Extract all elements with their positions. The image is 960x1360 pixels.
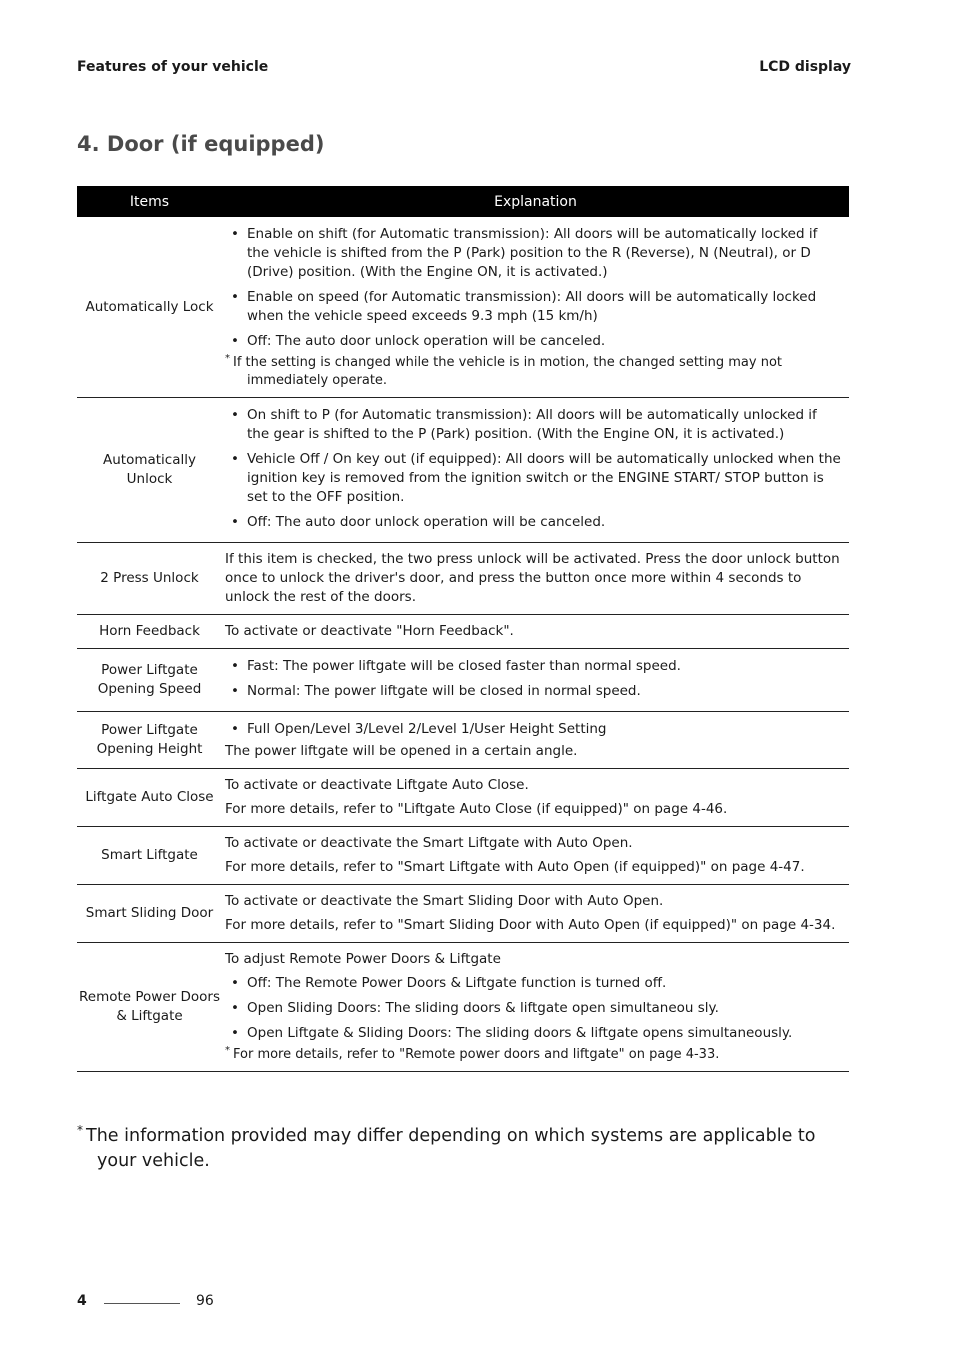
explanation-text: If this item is checked, the two press unlock will be activated. Press the door unlock button once to unlock the driver's door, and press the button once more within 4 seconds to unlock the rest of the doors.: [225, 551, 840, 605]
bullet-list: [225, 720, 843, 739]
item-automatically-lock: Automatically Lock: [77, 217, 222, 398]
list-item: • Normal: The power liftgate will be closed in normal speed.: [225, 682, 843, 701]
explanation-cell: [222, 769, 849, 827]
door-settings-table: [77, 186, 849, 1072]
running-header-topic: LCD display: [759, 59, 851, 75]
explanation-text: To activate or deactivate the Smart Liftgate with Auto Open.: [225, 835, 633, 851]
list-item: • Vehicle Off / On key out (if equipped): All doors will be automatically unlocked when the ignition key is removed from the ignition switch or the ENGINE START/ STOP button is set to the OFF position.: [225, 450, 843, 507]
table-row: [77, 943, 849, 1072]
asterisk-mark: *: [225, 1044, 230, 1056]
table-row: [77, 712, 849, 769]
table-row: [77, 649, 849, 712]
list-item: • Full Open/Level 3/Level 2/Level 1/User Height Setting: [225, 720, 843, 739]
table-row: [77, 827, 849, 885]
explanation-text: To activate or deactivate Liftgate Auto Close.: [225, 777, 529, 793]
item-horn-feedback: Horn Feedback: [77, 615, 222, 649]
running-header-chapter: Features of your vehicle: [77, 59, 269, 75]
list-item: • Open Liftgate & Sliding Doors: The sliding doors & liftgate opens simultaneously.: [225, 1024, 843, 1043]
column-header-explanation: Explanation: [222, 186, 849, 217]
page-number: 96: [196, 1293, 214, 1309]
item-power-liftgate-opening-height: Power Liftgate Opening Height: [77, 712, 222, 769]
footnote-text: The information provided may differ depending on which systems are applicable to your vehicle.: [86, 1126, 816, 1171]
table-note: [225, 354, 843, 390]
explanation-text: To activate or deactivate "Horn Feedback".: [225, 623, 514, 639]
explanation-cell: [222, 885, 849, 943]
explanation-cell: [222, 543, 849, 615]
bullet-list: [225, 225, 843, 351]
list-item: • Off: The auto door unlock operation will be canceled.: [225, 513, 843, 532]
item-smart-liftgate: Smart Liftgate: [77, 827, 222, 885]
list-item: • Enable on shift (for Automatic transmission): All doors will be automatically locked if the vehicle is shifted from the P (Park) position to the R (Reverse), N (Neutral), or D (Drive) position. (With the Engine ON, it is activated.): [225, 225, 843, 282]
explanation-cell: [222, 398, 849, 543]
table-row: [77, 398, 849, 543]
explanation-cell: [222, 943, 849, 1072]
list-item: • Off: The Remote Power Doors & Liftgate function is turned off.: [225, 974, 843, 993]
explanation-reference: For more details, refer to "Liftgate Auto Close (if equipped)" on page 4-46.: [225, 801, 728, 817]
explanation-cell: [222, 615, 849, 649]
explanation-text: The power liftgate will be opened in a certain angle.: [225, 743, 578, 759]
item-power-liftgate-opening-speed: Power Liftgate Opening Speed: [77, 649, 222, 712]
explanation-text: To activate or deactivate the Smart Sliding Door with Auto Open.: [225, 893, 664, 909]
explanation-reference: For more details, refer to "Smart Liftgate with Auto Open (if equipped)" on page 4-47.: [225, 859, 805, 875]
explanation-cell: [222, 649, 849, 712]
explanation-cell: [222, 712, 849, 769]
item-automatically-unlock: Automatically Unlock: [77, 398, 222, 543]
explanation-text: To adjust Remote Power Doors & Liftgate: [225, 951, 501, 967]
bullet-list: [225, 974, 843, 1043]
note-text: If the setting is changed while the vehicle is in motion, the changed setting may not immediately operate.: [233, 355, 783, 388]
item-remote-power-doors-liftgate: Remote Power Doors & Liftgate: [77, 943, 222, 1072]
list-item: • Off: The auto door unlock operation will be canceled.: [225, 332, 843, 351]
list-item: • Fast: The power liftgate will be closed faster than normal speed.: [225, 657, 843, 676]
list-item: • On shift to P (for Automatic transmission): All doors will be automatically unlocked if the gear is shifted to the P (Park) position. (With the Engine ON, it is activated.): [225, 406, 843, 444]
table-row: [77, 885, 849, 943]
item-smart-sliding-door: Smart Sliding Door: [77, 885, 222, 943]
table-header-row: [77, 186, 849, 217]
asterisk-mark: *: [225, 352, 230, 364]
item-liftgate-auto-close: Liftgate Auto Close: [77, 769, 222, 827]
table-row: [77, 543, 849, 615]
note-text: For more details, refer to "Remote power doors and liftgate" on page 4-33.: [233, 1047, 720, 1062]
item-2-press-unlock: 2 Press Unlock: [77, 543, 222, 615]
column-header-items: Items: [77, 186, 222, 217]
table-row: [77, 615, 849, 649]
explanation-cell: [222, 217, 849, 398]
list-item: • Enable on speed (for Automatic transmission): All doors will be automatically locked when the vehicle speed exceeds 9.3 mph (15 km/h): [225, 288, 843, 326]
asterisk-mark: *: [77, 1123, 83, 1138]
page-footnote: [77, 1124, 852, 1174]
explanation-reference: For more details, refer to "Smart Sliding Door with Auto Open (if equipped)" on page 4-34.: [225, 917, 836, 933]
explanation-cell: [222, 827, 849, 885]
footer-divider: [104, 1303, 180, 1304]
chapter-number: 4: [77, 1293, 87, 1309]
bullet-list: [225, 657, 843, 701]
table-row: [77, 769, 849, 827]
table-note: [225, 1046, 843, 1064]
list-item: • Open Sliding Doors: The sliding doors & liftgate open simultaneou sly.: [225, 999, 843, 1018]
table-row: [77, 217, 849, 398]
bullet-list: [225, 406, 843, 532]
section-title: 4. Door (if equipped): [77, 132, 325, 156]
